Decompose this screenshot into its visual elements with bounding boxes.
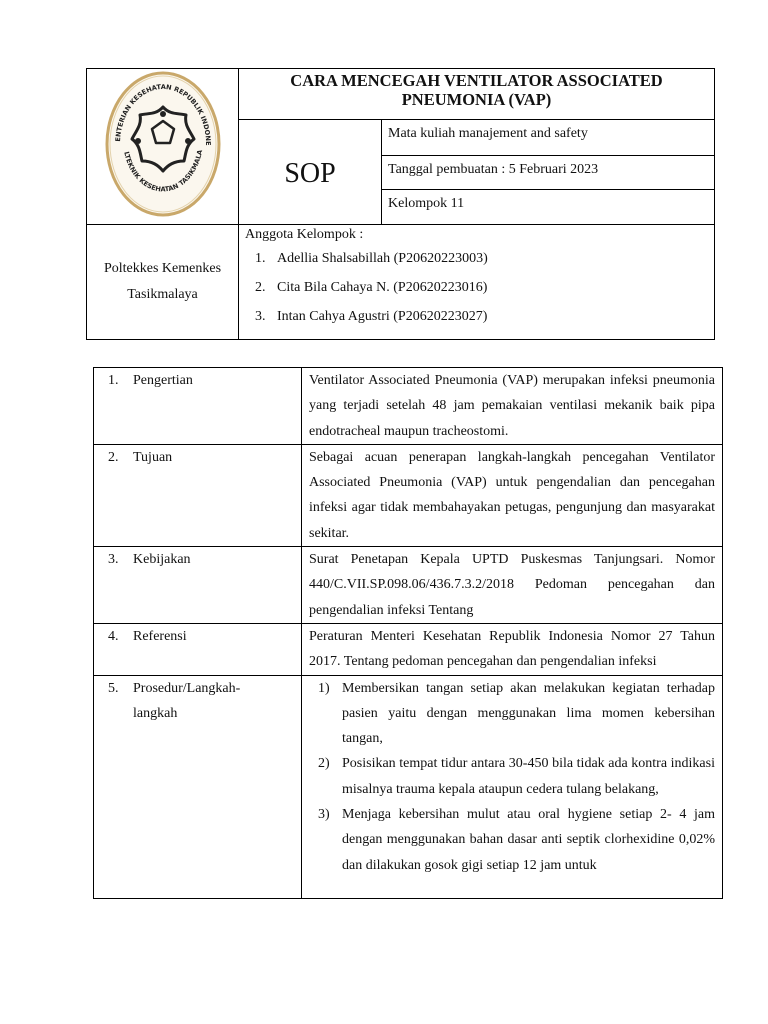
row-label: Tujuan — [133, 449, 173, 465]
group-field: Kelompok 11 — [382, 190, 715, 225]
logo-cell — [87, 69, 239, 225]
kemenkes-poltekkes-logo — [104, 69, 222, 219]
member-item: 3. Intan Cahya Agustri (P20620223027) — [255, 309, 488, 324]
procedure-step: 3) Menjaga kebersihan mulut atau oral hygiene setiap 2- 4 jam dengan menggunakan bahan dasar anti septik clorhexidine 0,02% dan dilakukan gosok gigi setiap 12 jam untuk — [318, 807, 715, 873]
row-description: Peraturan Menteri Kesehatan Republik Indonesia Nomor 27 Tahun 2017. Tentang pedoman pencegahan dan pengendalian infeksi — [302, 623, 723, 675]
procedure-step: 2) Posisikan tempat tidur antara 30-450 bila tidak ada kontra indikasi misalnya trauma kepala ataupun cedera tulang belakang, — [318, 756, 715, 797]
members-list — [245, 244, 708, 331]
row-referensi: 4. Referensi Peraturan Menteri Kesehatan Republik Indonesia Nomor 27 Tahun 2017. Tentang pedoman pencegahan dan pengendalian infeksi — [94, 623, 723, 675]
members-heading: Anggota Kelompok : — [245, 227, 364, 242]
sop-content-table — [93, 367, 723, 899]
institution-name-line2: Tasikmalaya — [127, 287, 198, 302]
course-field: Mata kuliah manajement and safety — [382, 120, 715, 156]
institution-cell — [87, 225, 239, 340]
row-description: Ventilator Associated Pneumonia (VAP) merupakan infeksi pneumonia yang terjadi setelah 48 jam pemakaian ventilasi mekanik baik pipa endotracheal maupun tracheostomi. — [302, 368, 723, 445]
row-pengertian: 1. Pengertian Ventilator Associated Pneumonia (VAP) merupakan infeksi pneumonia yang terjadi setelah 48 jam pemakaian ventilasi mekanik baik pipa endotracheal maupun tracheostomi. — [94, 368, 723, 445]
row-label: Pengertian — [133, 373, 193, 388]
creation-date-field: Tanggal pembuatan : 5 Februari 2023 — [382, 156, 715, 190]
institution-name-line1: Poltekkes Kemenkes — [103, 261, 222, 276]
row-kebijakan: 3. Kebijakan Surat Penetapan Kepala UPTD Puskesmas Tanjungsari. Nomor 440/C.VII.SP.098.06/436.7.3.2/2018 Pedoman pencegahan dan pengendalian infeksi Tentang — [94, 547, 723, 624]
row-label: Prosedur/Langkah- — [133, 680, 241, 696]
row-label-continued: langkah — [133, 705, 178, 721]
row-prosedur: 5. Prosedur/Langkah- langkah 1) Membersikan tangan setiap akan melakukan kegiatan terhadap pasien yaitu dengan menggunakan lima momen kebersihan tangan, 2) Posisikan tempat tidur antara 30-450 bila tidak ada kontra indikasi misalnya trauma kepala ataupun cedera tulang belakang, 3) Menjaga kebersihan mulut atau oral hygiene setiap 2- 4 jam dengan menggunakan bahan dasar anti septik clorhexidine 0,02% dan dilakukan gosok gigi setiap 12 jam untuk — [94, 675, 723, 898]
sop-label: SOP — [239, 120, 382, 225]
logo-bottom-text: LTEKNIK KESEHATAN TASIKMALA — [121, 149, 204, 194]
members-cell — [239, 225, 715, 340]
row-label: Referensi — [133, 628, 187, 644]
document-title: CARA MENCEGAH VENTILATOR ASSOCIATED PNEUMONIA (VAP) — [239, 69, 715, 120]
procedure-steps — [302, 676, 722, 878]
row-description: Surat Penetapan Kepala UPTD Puskesmas Tanjungsari. Nomor 440/C.VII.SP.098.06/436.7.3.2/2018 Pedoman pencegahan dan pengendalian infeksi Tentang — [302, 547, 723, 624]
row-description: Sebagai acuan penerapan langkah-langkah pencegahan Ventilator Associated Pneumonia (VAP) untuk pengendalian dan pencegahan infeksi agar tidak membahayakan petugas, pengunjung dan masyarakat sekitar. — [302, 444, 723, 546]
row-label: Kebijakan — [133, 552, 191, 568]
member-item: 1. Adellia Shalsabillah (P20620223003) — [255, 251, 488, 266]
member-item: 2. Cita Bila Cahaya N. (P20620223016) — [255, 280, 488, 295]
sop-header-table — [86, 68, 715, 340]
procedure-step: 1) Membersikan tangan setiap akan melakukan kegiatan terhadap pasien yaitu dengan menggunakan lima momen kebersihan tangan, — [318, 680, 715, 747]
row-tujuan: 2. Tujuan Sebagai acuan penerapan langkah-langkah pencegahan Ventilator Associated Pneumonia (VAP) untuk pengendalian dan pencegahan infeksi agar tidak membahayakan petugas, pengunjung dan masyarakat sekitar. — [94, 444, 723, 546]
logo-top-text: ENTERIAN KESEHATAN REPUBLIK INDONE — [113, 82, 212, 146]
